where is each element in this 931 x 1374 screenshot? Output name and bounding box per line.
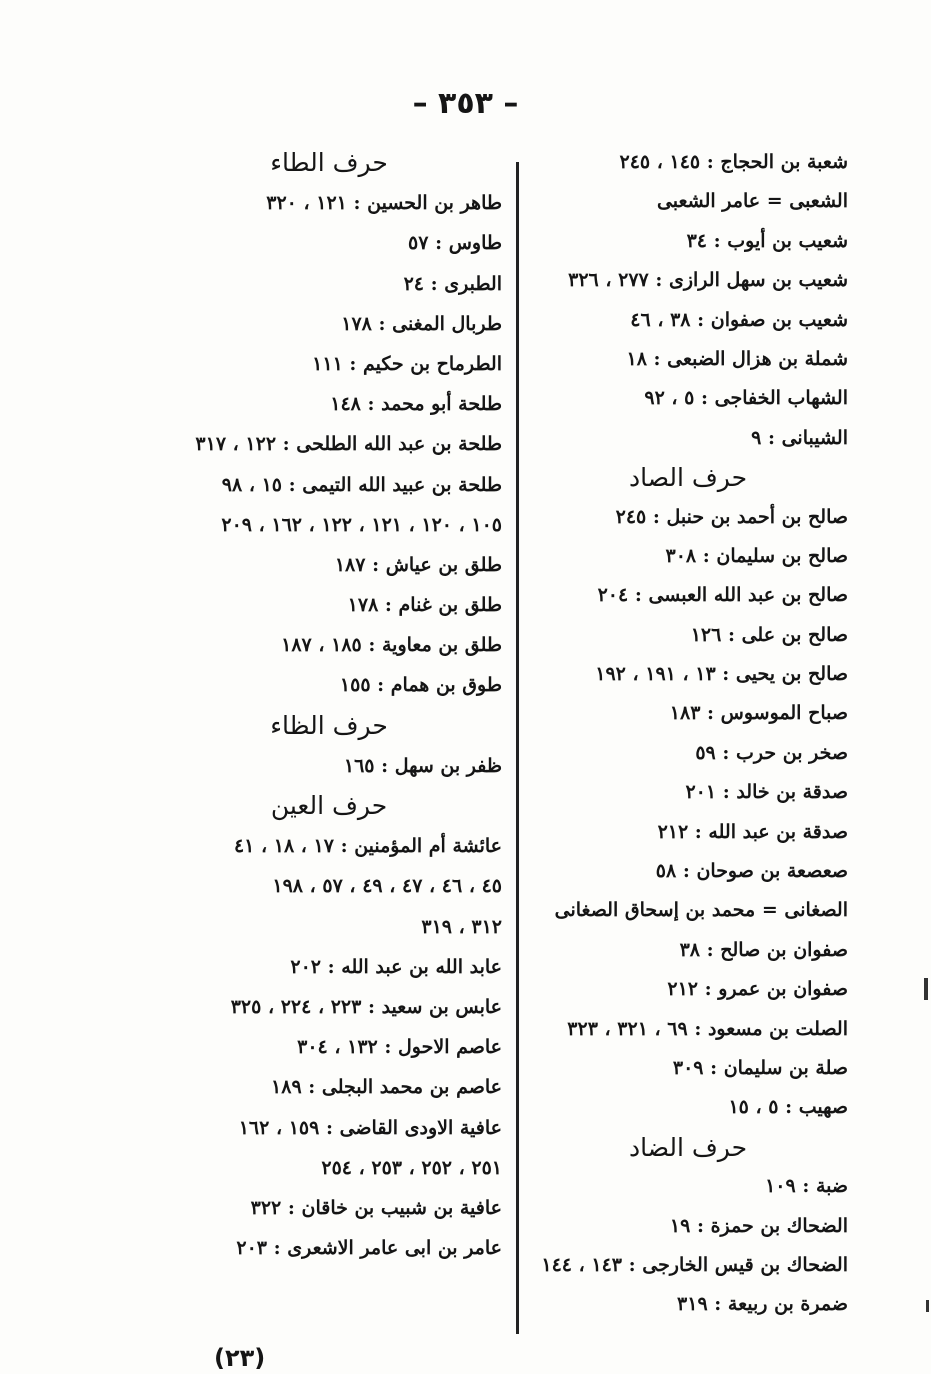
index-entry: ٢٥١ ، ٢٥٢ ، ٢٥٣ ، ٢٥٤ bbox=[321, 1156, 502, 1179]
index-entry: صفوان بن عمرو : ٢١٢ bbox=[667, 978, 848, 1001]
index-entry: شعيب بن أيوب : ٣٤ bbox=[686, 229, 848, 252]
section-heading: حرف الصاد bbox=[628, 463, 748, 493]
section-heading: حرف الضاد bbox=[628, 1132, 748, 1162]
index-entry: الشيبانى : ٩ bbox=[751, 426, 848, 449]
index-entry: ضمرة بن ربيعة : ٣١٩ bbox=[677, 1293, 848, 1316]
index-entry: عابس بن سعيد : ٢٢٣ ، ٢٢٤ ، ٣٢٥ bbox=[230, 995, 502, 1018]
index-column-left bbox=[196, 143, 502, 1268]
index-entry: عائشة أم المؤمنين : ١٧ ، ١٨ ، ٤١ bbox=[233, 835, 502, 858]
index-entry: صعصعة بن صوحان : ٥٨ bbox=[655, 860, 848, 883]
index-entry: طلق بن معاوية : ١٨٥ ، ١٨٧ bbox=[281, 634, 502, 657]
index-entry: صدقة بن خالد : ٢٠١ bbox=[685, 781, 848, 804]
index-entry: عامر بن ابى عامر الاشعرى : ٢٠٣ bbox=[236, 1237, 502, 1260]
index-entry: شملة بن هزال الضبعى : ١٨ bbox=[626, 347, 848, 370]
section-heading: حرف الظاء bbox=[270, 710, 388, 740]
index-column-right bbox=[541, 143, 848, 1325]
index-entry: الضحاك بن حمزة : ١٩ bbox=[669, 1214, 848, 1237]
index-entry: طوق بن همام : ١٥٥ bbox=[339, 674, 502, 697]
index-entry: ظفر بن سهل : ١٦٥ bbox=[343, 754, 502, 777]
margin-speck bbox=[924, 978, 928, 1000]
index-entry: شعبة بن الحجاج : ١٤٥ ، ٢٤٥ bbox=[619, 151, 848, 173]
index-entry: عاصم الاحول : ١٣٢ ، ٣٠٤ bbox=[297, 1036, 502, 1059]
index-entry: ١٠٥ ، ١٢٠ ، ١٢١ ، ١٢٢ ، ١٦٢ ، ٢٠٩ bbox=[221, 513, 502, 536]
index-entry: الشعبى = عامر الشعبى bbox=[656, 190, 848, 213]
index-entry: صهيب : ٥ ، ١٥ bbox=[728, 1096, 848, 1119]
index-entry: طاهر بن الحسين : ١٢١ ، ٣٢٠ bbox=[266, 192, 502, 215]
index-entry: الشهاب الخفاجى : ٥ ، ٩٢ bbox=[644, 387, 848, 410]
index-entry: طلحة بن عبد الله الطلحى : ١٢٢ ، ٣١٧ bbox=[195, 433, 502, 456]
index-entry: شعيب بن صفوان : ٣٨ ، ٤٦ bbox=[630, 308, 848, 331]
index-entry: الصلت بن مسعود : ٦٩ ، ٣٢١ ، ٣٢٣ bbox=[567, 1017, 848, 1040]
index-entry: صالح بن عبد الله العبسى : ٢٠٤ bbox=[597, 584, 848, 607]
section-heading: حرف العين bbox=[270, 791, 388, 820]
index-entry: طلق بن عياش : ١٨٧ bbox=[334, 553, 502, 576]
index-entry: صدقة بن عبد الله : ٢١٢ bbox=[657, 820, 848, 843]
margin-speck bbox=[926, 1300, 929, 1312]
index-entry: عاصم بن محمد البجلى : ١٨٩ bbox=[271, 1076, 502, 1099]
index-entry: الطرماح بن حكيم : ١١١ bbox=[312, 352, 502, 375]
index-entry: صلة بن سليمان : ٣٠٩ bbox=[672, 1056, 848, 1079]
index-entry: صالح بن يحيى : ١٣ ، ١٩١ ، ١٩٢ bbox=[595, 663, 848, 686]
index-entry: صفوان بن صالح : ٣٨ bbox=[679, 938, 848, 961]
signature-mark: (٢٣) bbox=[214, 1344, 266, 1372]
index-entry: طلحة أبو محمد : ١٤٨ bbox=[330, 393, 502, 416]
index-entry: طاوس : ٥٧ bbox=[408, 232, 502, 255]
index-entry: ٣١٢ ، ٣١٩ bbox=[421, 915, 502, 938]
index-entry: ضبة : ١٠٩ bbox=[765, 1175, 848, 1198]
page-number: – ٣٥٣ – bbox=[412, 86, 519, 121]
index-entry: صباح الموسوس : ١٨٣ bbox=[669, 702, 848, 725]
index-entry: صالح بن على : ١٢٦ bbox=[690, 623, 848, 646]
index-entry: طلق بن غنام : ١٧٨ bbox=[347, 594, 502, 617]
index-entry: صخر بن حرب : ٥٩ bbox=[695, 741, 848, 764]
index-entry: صالح بن سليمان : ٣٠٨ bbox=[665, 544, 848, 567]
column-divider bbox=[516, 162, 519, 1334]
index-entry: الطبرى : ٢٤ bbox=[403, 272, 502, 295]
index-entry: الضحاك بن قيس الخارجى : ١٤٣ ، ١٤٤ bbox=[541, 1253, 848, 1276]
index-entry: عافية بن شبيب بن خاقان : ٣٢٢ bbox=[250, 1196, 502, 1219]
index-entry: صالح بن أحمد بن حنبل : ٢٤٥ bbox=[615, 505, 848, 528]
index-entry: طلحة بن عبيد الله التيمى : ١٥ ، ٩٨ bbox=[221, 473, 502, 496]
index-entry: شعيب بن سهل الرازى : ٢٧٧ ، ٣٢٦ bbox=[568, 269, 848, 292]
section-heading: حرف الطاء bbox=[270, 148, 388, 177]
index-entry: عافية الاودى القاضى : ١٥٩ ، ١٦٢ bbox=[238, 1116, 502, 1139]
index-entry: الصغانى = محمد بن إسحاق الصغانى bbox=[554, 899, 848, 922]
index-entry: ٤٥ ، ٤٦ ، ٤٧ ، ٤٩ ، ٥٧ ، ١٩٨ bbox=[272, 875, 502, 898]
index-entry: عابد الله بن عبد الله : ٢٠٢ bbox=[290, 955, 502, 978]
index-entry: طربال المغنى : ١٧٨ bbox=[341, 312, 502, 335]
